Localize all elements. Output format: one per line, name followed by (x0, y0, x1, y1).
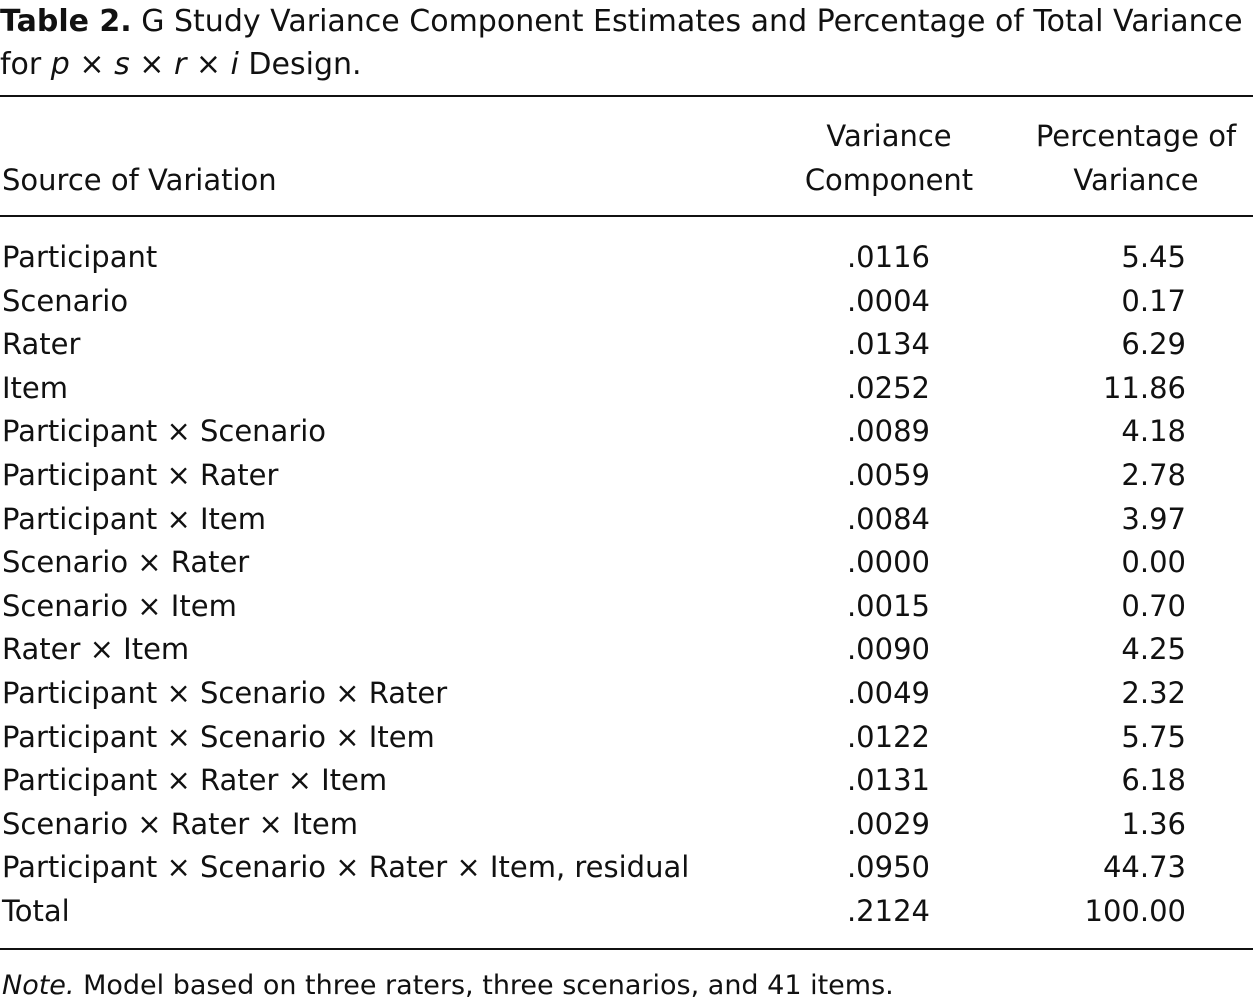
cell-source: Item (2, 370, 69, 405)
cell-variance: .0029 (846, 806, 930, 841)
cell-source: Participant × Scenario (2, 414, 327, 449)
cell-source: Participant × Rater × Item (2, 763, 388, 798)
cell-source: Participant × Rater (2, 457, 279, 492)
cell-variance: .0116 (846, 240, 930, 274)
cell-percentage: 0.17 (1121, 283, 1186, 318)
cell-percentage: 0.00 (1121, 545, 1186, 580)
cell-source: Rater (2, 327, 81, 362)
cell-variance: .0084 (846, 501, 930, 536)
cell-variance: .0089 (846, 414, 930, 449)
caption-for: for (0, 47, 42, 82)
table-row (0, 280, 1253, 324)
table-row (0, 367, 1253, 411)
cell-variance: .0131 (846, 763, 930, 798)
cell-percentage: 6.29 (1121, 327, 1186, 362)
table-row (0, 410, 1253, 454)
caption-line-1 (0, 0, 1253, 43)
caption-times-1: × (79, 47, 105, 82)
caption-times-2: × (139, 47, 165, 82)
header-percentage-line-2: Variance (1073, 163, 1199, 197)
caption-line-2 (0, 43, 1253, 86)
cell-source: Total (2, 893, 70, 928)
caption-label: Table 2. (0, 4, 132, 39)
table-row (0, 803, 1253, 847)
cell-source: Participant (2, 240, 158, 274)
cell-source: Rater × Item (2, 632, 190, 667)
header-variance-component (786, 114, 992, 202)
cell-source: Participant × Item (2, 501, 266, 536)
caption-design: Design. (248, 47, 362, 82)
caption-var-s: s (114, 47, 130, 82)
caption-title: G Study Variance Component Estimates and Percentage of Total Variance (141, 4, 1243, 39)
cell-percentage: 44.73 (1102, 850, 1186, 885)
header-source: Source of Variation (2, 163, 277, 197)
table-row (0, 628, 1253, 672)
caption-var-p: p (50, 47, 70, 82)
cell-source: Scenario × Rater (2, 545, 250, 580)
cell-percentage: 2.78 (1121, 457, 1186, 492)
cell-percentage: 0.70 (1121, 588, 1186, 623)
cell-source: Participant × Scenario × Rater (2, 675, 448, 710)
cell-variance: .2124 (846, 893, 930, 928)
cell-source: Participant × Scenario × Rater × Item, residual (2, 850, 690, 885)
header-percentage-line-1: Percentage of (1035, 119, 1237, 153)
header-variance-line-1: Variance (826, 119, 952, 153)
table-caption (0, 0, 1253, 86)
cell-percentage: 100.00 (1084, 893, 1186, 928)
cell-variance: .0122 (846, 719, 930, 754)
cell-percentage: 11.86 (1102, 370, 1186, 405)
cell-percentage: 4.18 (1121, 414, 1186, 449)
cell-source: Scenario × Rater × Item (2, 806, 358, 841)
table-note (2, 966, 894, 1006)
caption-var-r: r (173, 47, 187, 82)
cell-source: Participant × Scenario × Item (2, 719, 435, 754)
table-row (0, 846, 1253, 890)
table-row (0, 716, 1253, 760)
table-row (0, 672, 1253, 716)
caption-var-i: i (230, 47, 239, 82)
table-row (0, 541, 1253, 585)
caption-times-3: × (195, 47, 221, 82)
bottom-rule (0, 948, 1253, 950)
table-row (0, 236, 1253, 280)
cell-variance: .0015 (846, 588, 930, 623)
cell-variance: .0090 (846, 632, 930, 667)
top-rule (0, 95, 1253, 97)
table-row (0, 585, 1253, 629)
header-variance-line-2: Component (804, 163, 974, 197)
cell-percentage: 1.36 (1121, 806, 1186, 841)
cell-percentage: 2.32 (1121, 675, 1186, 710)
cell-variance: .0252 (846, 370, 930, 405)
cell-variance: .0950 (846, 850, 930, 885)
header-rule (0, 215, 1253, 217)
table-row (0, 454, 1253, 498)
cell-variance: .0000 (846, 545, 930, 580)
table-row (0, 498, 1253, 542)
cell-source: Scenario (2, 283, 129, 318)
cell-source: Scenario × Item (2, 588, 237, 623)
note-label: Note. (2, 970, 75, 1001)
note-text: Model based on three raters, three scenarios, and 41 items. (83, 970, 894, 1001)
table-row-total (0, 890, 1253, 934)
cell-percentage: 6.18 (1121, 763, 1186, 798)
cell-percentage: 3.97 (1121, 501, 1186, 536)
cell-variance: .0049 (846, 675, 930, 710)
cell-percentage: 4.25 (1121, 632, 1186, 667)
cell-variance: .0134 (846, 327, 930, 362)
table-row (0, 759, 1253, 803)
cell-percentage: 5.75 (1121, 719, 1186, 754)
table-body (0, 236, 1253, 934)
cell-variance: .0059 (846, 457, 930, 492)
cell-variance: .0004 (846, 283, 930, 318)
table-row (0, 323, 1253, 367)
header-percentage (1024, 114, 1248, 202)
cell-percentage: 5.45 (1121, 240, 1186, 274)
